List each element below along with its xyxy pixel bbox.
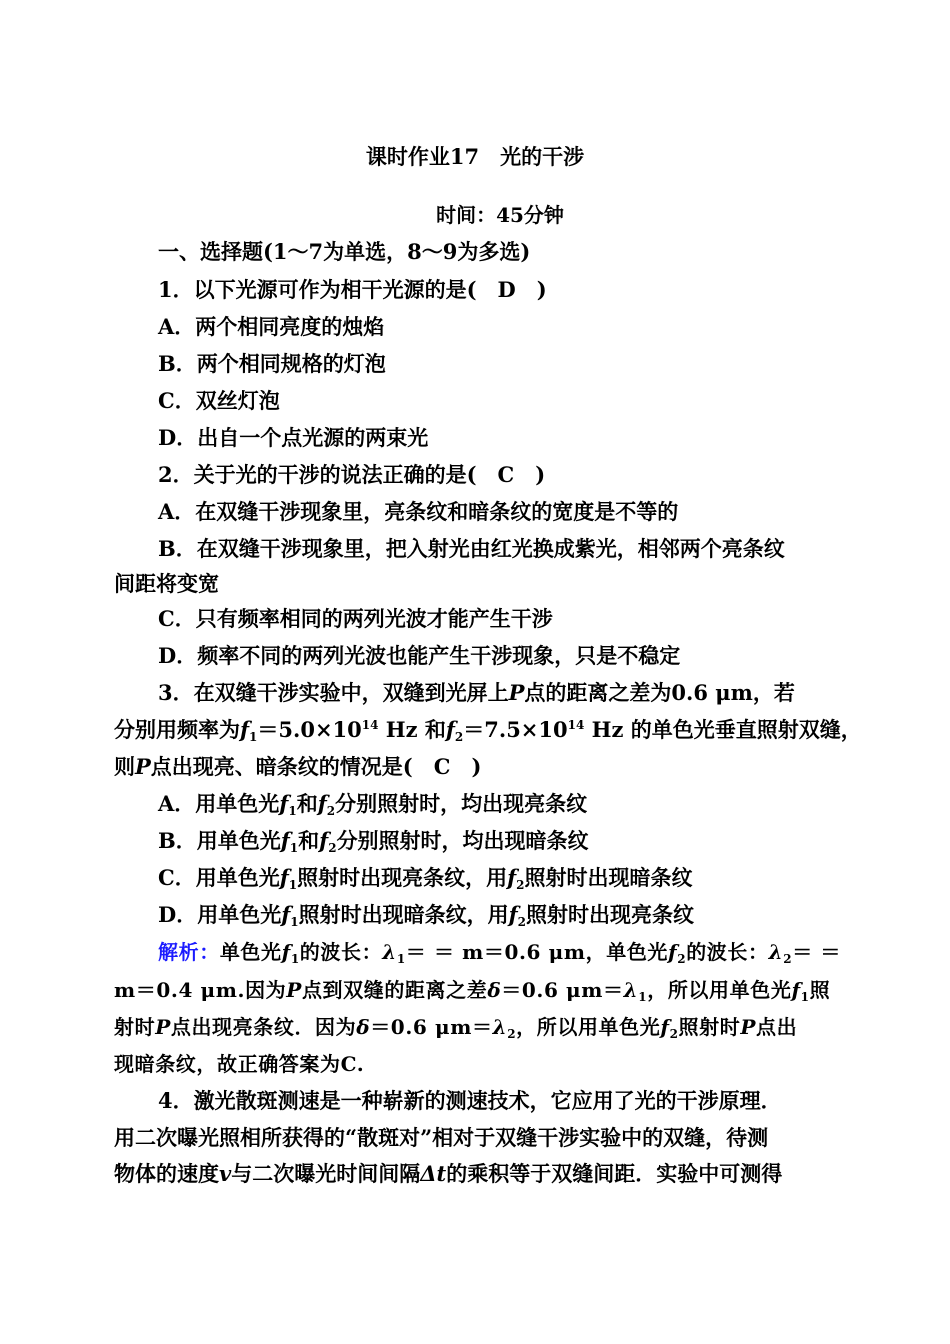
- question-4-line-1: 4．激光散斑测速是一种崭新的测速技术，它应用了光的干涉原理．: [158, 1088, 782, 1113]
- question-3-option-a: A．用单色光$f_1$和$f_2$分别照射时，均出现亮条纹: [158, 791, 588, 818]
- question-3-option-c: C．用单色光$f_1$照射时出现亮条纹，用$f_2$照射时出现暗条纹: [158, 865, 693, 892]
- question-1-stem: 1．以下光源可作为相干光源的是( D ): [158, 277, 547, 302]
- question-1-option-a: A．两个相同亮度的烛焰: [158, 314, 385, 339]
- question-3-stem-line-2: 分别用频率为$f_1=5.0\times 10^{14}$ Hz 和$f_2=7.5\times 10^{14}$ Hz 的单色光垂直照射双缝，: [114, 717, 862, 744]
- question-2-option-b-cont: 间距将变宽: [114, 571, 219, 596]
- explanation-line-2: m＝0.4 μm.因为P点到双缝的距离之差δ＝0.6 $\mu m=\lambda_1$，所以用单色光$f_1$照: [114, 978, 831, 1004]
- question-2-option-a: A．在双缝干涉现象里，亮条纹和暗条纹的宽度是不等的: [158, 499, 679, 524]
- explanation-label: 解析：: [158, 940, 220, 964]
- explanation-line-3: 射时P点出现亮条纹．因为δ＝0.6 $\mu m=\lambda_2$，所以用单色光$f_2$照射时P点出: [114, 1015, 798, 1041]
- question-1-option-d: D．出自一个点光源的两束光: [158, 425, 429, 450]
- question-1-option-c: C．双丝灯泡: [158, 388, 280, 413]
- question-2-option-c: C．只有频率相同的两列光波才能产生干涉: [158, 606, 553, 631]
- question-4-line-2: 用二次曝光照相所获得的“散斑对”相对于双缝干涉实验中的双缝，待测: [114, 1125, 769, 1150]
- question-3-option-b: B．用单色光$f_1$和$f_2$分别照射时，均出现暗条纹: [158, 828, 589, 855]
- question-3-stem-line-3: 则P点出现亮、暗条纹的情况是( C ): [114, 754, 482, 779]
- page-title: 课时作业17 光的干涉: [365, 144, 585, 169]
- question-3-option-d: D．用单色光$f_1$照射时出现暗条纹，用$f_2$照射时出现亮条纹: [158, 902, 695, 929]
- question-2-stem: 2．关于光的干涉的说法正确的是( C ): [158, 462, 546, 487]
- question-3-stem-line-1: 3．在双缝干涉实验中，双缝到光屏上P点的距离之差为0.6 μm，若: [158, 680, 795, 705]
- question-4-line-3: 物体的速度v与二次曝光时间间隔Δt的乘积等于双缝间距．实验中可测得: [114, 1161, 783, 1186]
- question-1-option-b: B．两个相同规格的灯泡: [158, 351, 386, 376]
- section-heading: 一、选择题(1～7为单选，8～9为多选): [158, 239, 531, 264]
- question-2-option-b: B．在双缝干涉现象里，把入射光由红光换成紫光，相邻两个亮条纹: [158, 536, 785, 561]
- question-2-option-d: D．频率不同的两列光波也能产生干涉现象，只是不稳定: [158, 643, 681, 668]
- explanation-line-4: 现暗条纹，故正确答案为C.: [114, 1052, 365, 1076]
- time-limit: 时间：45分钟: [436, 203, 564, 227]
- explanation-line-1: 解析：单色光$f_1$的波长：$\lambda_1= = m=0.6$ μm，单色光$f_2$的波长：$\lambda_2=$ ＝: [158, 940, 841, 966]
